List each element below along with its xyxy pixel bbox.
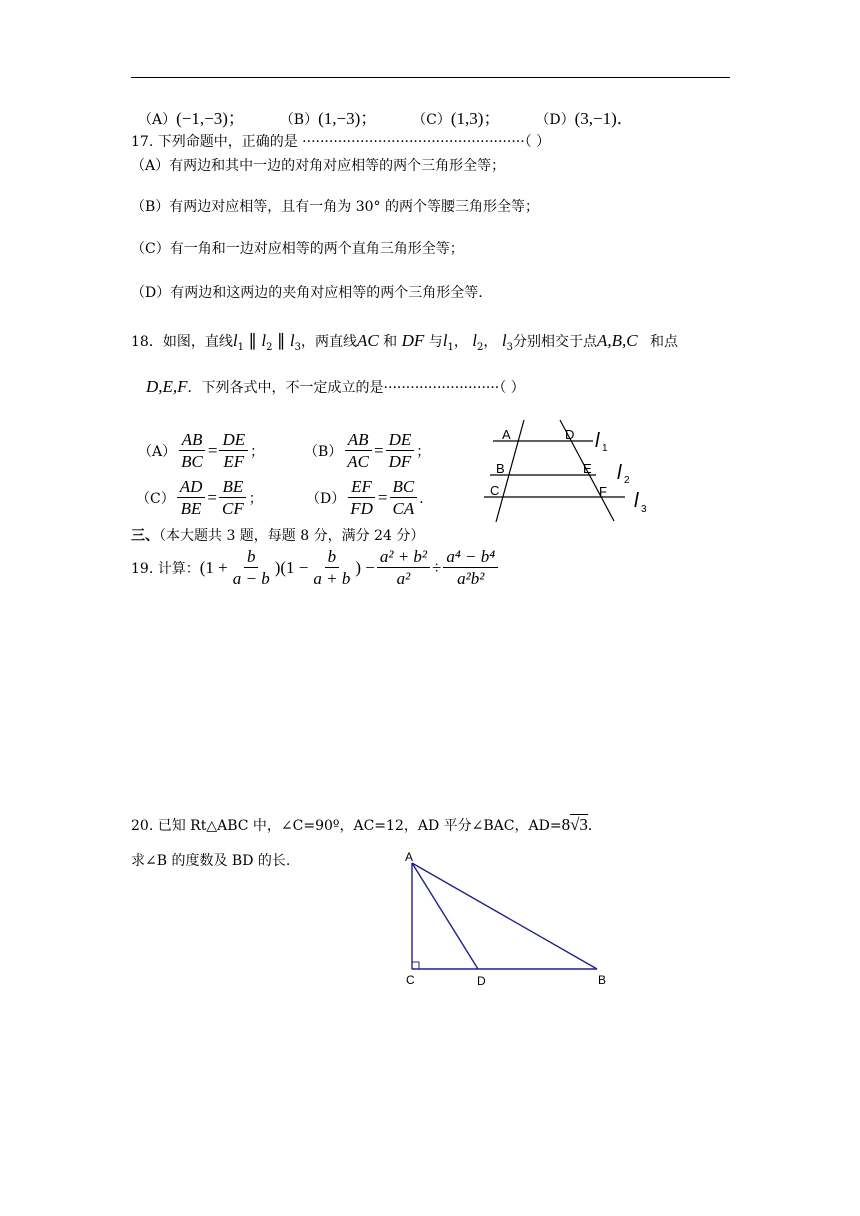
sub: 3: [294, 342, 301, 353]
denominator: CA: [392, 499, 415, 518]
text: 和: [383, 334, 398, 350]
sub: 2: [266, 342, 273, 353]
text: 和点: [650, 334, 679, 350]
denominator: a + b: [313, 569, 351, 588]
label-l3: l: [634, 490, 639, 512]
math-text: ) −: [355, 557, 375, 577]
fraction: [390, 477, 418, 518]
separator: ；: [250, 443, 265, 460]
sub: 3: [506, 342, 513, 353]
section-number: 三、: [131, 528, 159, 544]
q16-option-c-label: （C）: [412, 112, 451, 128]
math-l: l: [501, 331, 507, 350]
q17-option-d: （D）有两边和这两边的夹角对应相等的两个三角形全等.: [131, 285, 483, 301]
numerator: b: [325, 547, 340, 568]
q17-stem: 17. 下列命题中，正确的是 ··················································（ ）: [131, 134, 551, 150]
math-l: l: [442, 331, 448, 350]
sub: 1: [237, 342, 244, 353]
denominator: BC: [181, 452, 203, 471]
label-f: F: [599, 484, 607, 499]
fraction: [230, 547, 273, 588]
label-l3-sub: 3: [641, 504, 647, 515]
text: 与: [428, 334, 443, 350]
separator: ．: [419, 490, 434, 507]
segment-ad: [412, 863, 478, 969]
numerator: a² + b²: [377, 547, 430, 568]
section-description: （本大题共 3 题，每题 8 分，满分 24 分）: [159, 528, 425, 544]
q18-option-c: [136, 477, 263, 518]
fraction: [386, 430, 415, 471]
q18-number: 18．如图，直线: [131, 334, 233, 350]
option-label: （D）: [306, 490, 346, 507]
q18-stem-line1: [131, 331, 678, 353]
denominator: DF: [388, 452, 412, 471]
math-ac: AC: [356, 331, 379, 350]
q16-option-d-value: (3,−1)．: [574, 109, 634, 128]
equals-sign: =: [207, 440, 218, 460]
text: ．下列各式中，不一定成立的是··························（ ）: [187, 380, 525, 396]
denominator: CF: [221, 499, 244, 518]
q17-option-b: （B）有两边对应相等，且有一角为 30° 的两个等腰三角形全等；: [131, 199, 540, 215]
math-df: DF: [401, 331, 425, 350]
q17-option-c: （C）有一角和一边对应相等的两个直角三角形全等；: [131, 241, 464, 257]
numerator: AB: [179, 430, 206, 451]
q19-expression: [131, 547, 500, 588]
text: ，: [483, 334, 498, 350]
separator: ；: [416, 443, 431, 460]
label-b: B: [598, 973, 607, 987]
math-text: )(1 −: [274, 557, 309, 577]
equals-sign: =: [374, 440, 384, 460]
q20-text: 20. 已知 Rt△ABC 中，∠C=90º，AC=12，AD 平分∠BAC，AD=: [131, 818, 562, 834]
q19-label: 19. 计算：: [131, 560, 200, 577]
fraction: [443, 547, 498, 588]
label-b: B: [496, 461, 505, 476]
divide-sign: ÷: [432, 557, 442, 577]
math-def: D,E,F: [146, 377, 188, 396]
sqrt-sign: √: [570, 815, 580, 834]
fraction: [178, 430, 206, 471]
parallel-sign: ∥: [276, 331, 286, 350]
label-d: D: [477, 974, 486, 988]
section-3-heading: [131, 525, 424, 545]
header-rule: [131, 77, 730, 78]
label-l2-sub: 2: [624, 475, 630, 486]
math-coefficient: 8: [561, 815, 571, 834]
denominator: a²: [396, 569, 411, 588]
option-label: （A）: [138, 443, 177, 460]
fraction: [219, 430, 248, 471]
denominator: EF: [223, 452, 245, 471]
text: ，两直线: [300, 334, 357, 350]
numerator: a⁴ − b⁴: [443, 547, 498, 568]
denominator: AC: [347, 452, 370, 471]
text: ，: [453, 334, 468, 350]
numerator: b: [244, 547, 259, 568]
fraction: [344, 430, 372, 471]
denominator: BE: [180, 499, 202, 518]
denominator: a²b²: [457, 569, 485, 588]
q20-question: 求∠B 的度数及 BD 的长.: [131, 853, 291, 869]
option-label: （C）: [136, 490, 175, 507]
separator: ；: [248, 490, 263, 507]
numerator: BC: [390, 477, 418, 498]
q16-options: [138, 104, 634, 129]
q17-option-a: （A）有两边和其中一边的对角对应相等的两个三角形全等；: [131, 158, 506, 174]
q16-option-a-value: (−1,−3)；: [176, 109, 245, 128]
numerator: DE: [219, 430, 248, 451]
q16-option-a-label: （A）: [138, 112, 177, 128]
math-text: (1 +: [199, 557, 228, 577]
numerator: BE: [219, 477, 246, 498]
label-l1-sub: 1: [602, 443, 608, 454]
denominator: FD: [350, 499, 373, 518]
option-label: （B）: [304, 443, 343, 460]
label-l1: l: [595, 430, 600, 452]
q16-option-c-value: (1,3)；: [450, 109, 501, 128]
math-abc: A,B,C: [596, 331, 638, 350]
sub: 2: [477, 342, 484, 353]
q18-parallel-lines-figure: [478, 415, 658, 525]
equals-sign: =: [377, 487, 388, 507]
fraction: [310, 547, 353, 588]
parallel-sign: ∥: [248, 331, 257, 350]
label-e: E: [583, 461, 592, 476]
label-a: A: [502, 427, 511, 442]
text: 分别相交于点: [512, 334, 597, 350]
sub: 1: [447, 342, 454, 353]
fraction: [177, 477, 206, 518]
q20-triangle-figure: [396, 846, 616, 996]
math-l: l: [261, 331, 267, 350]
denominator: a − b: [232, 569, 270, 588]
q18-option-d: [306, 477, 433, 518]
side-ab: [412, 863, 597, 969]
q18-option-a: [138, 430, 264, 471]
radicand: 3: [579, 815, 588, 834]
math-l: l: [289, 331, 295, 350]
numerator: DE: [386, 430, 415, 451]
numerator: AD: [177, 477, 206, 498]
label-a: A: [405, 850, 414, 864]
fraction: [219, 477, 247, 518]
label-d: D: [565, 427, 575, 442]
label-c: C: [490, 483, 500, 498]
fraction: [377, 547, 430, 588]
label-c: C: [406, 973, 415, 987]
numerator: EF: [348, 477, 375, 498]
math-l: l: [472, 331, 478, 350]
q16-option-b-value: (1,−3)；: [318, 109, 378, 128]
equals-sign: =: [207, 487, 217, 507]
label-l2: l: [617, 462, 622, 484]
q20-stem: [131, 815, 602, 835]
q18-option-b: [304, 430, 430, 471]
sqrt-radicand: [570, 814, 588, 834]
q16-option-d-label: （D）: [535, 112, 575, 128]
right-angle-mark: [412, 962, 419, 969]
fraction: [347, 477, 376, 518]
q18-stem-line2: [146, 377, 525, 397]
q16-option-b-label: （B）: [279, 112, 319, 128]
math-l: l: [232, 331, 238, 350]
period: ．: [587, 818, 602, 834]
numerator: AB: [345, 430, 372, 451]
